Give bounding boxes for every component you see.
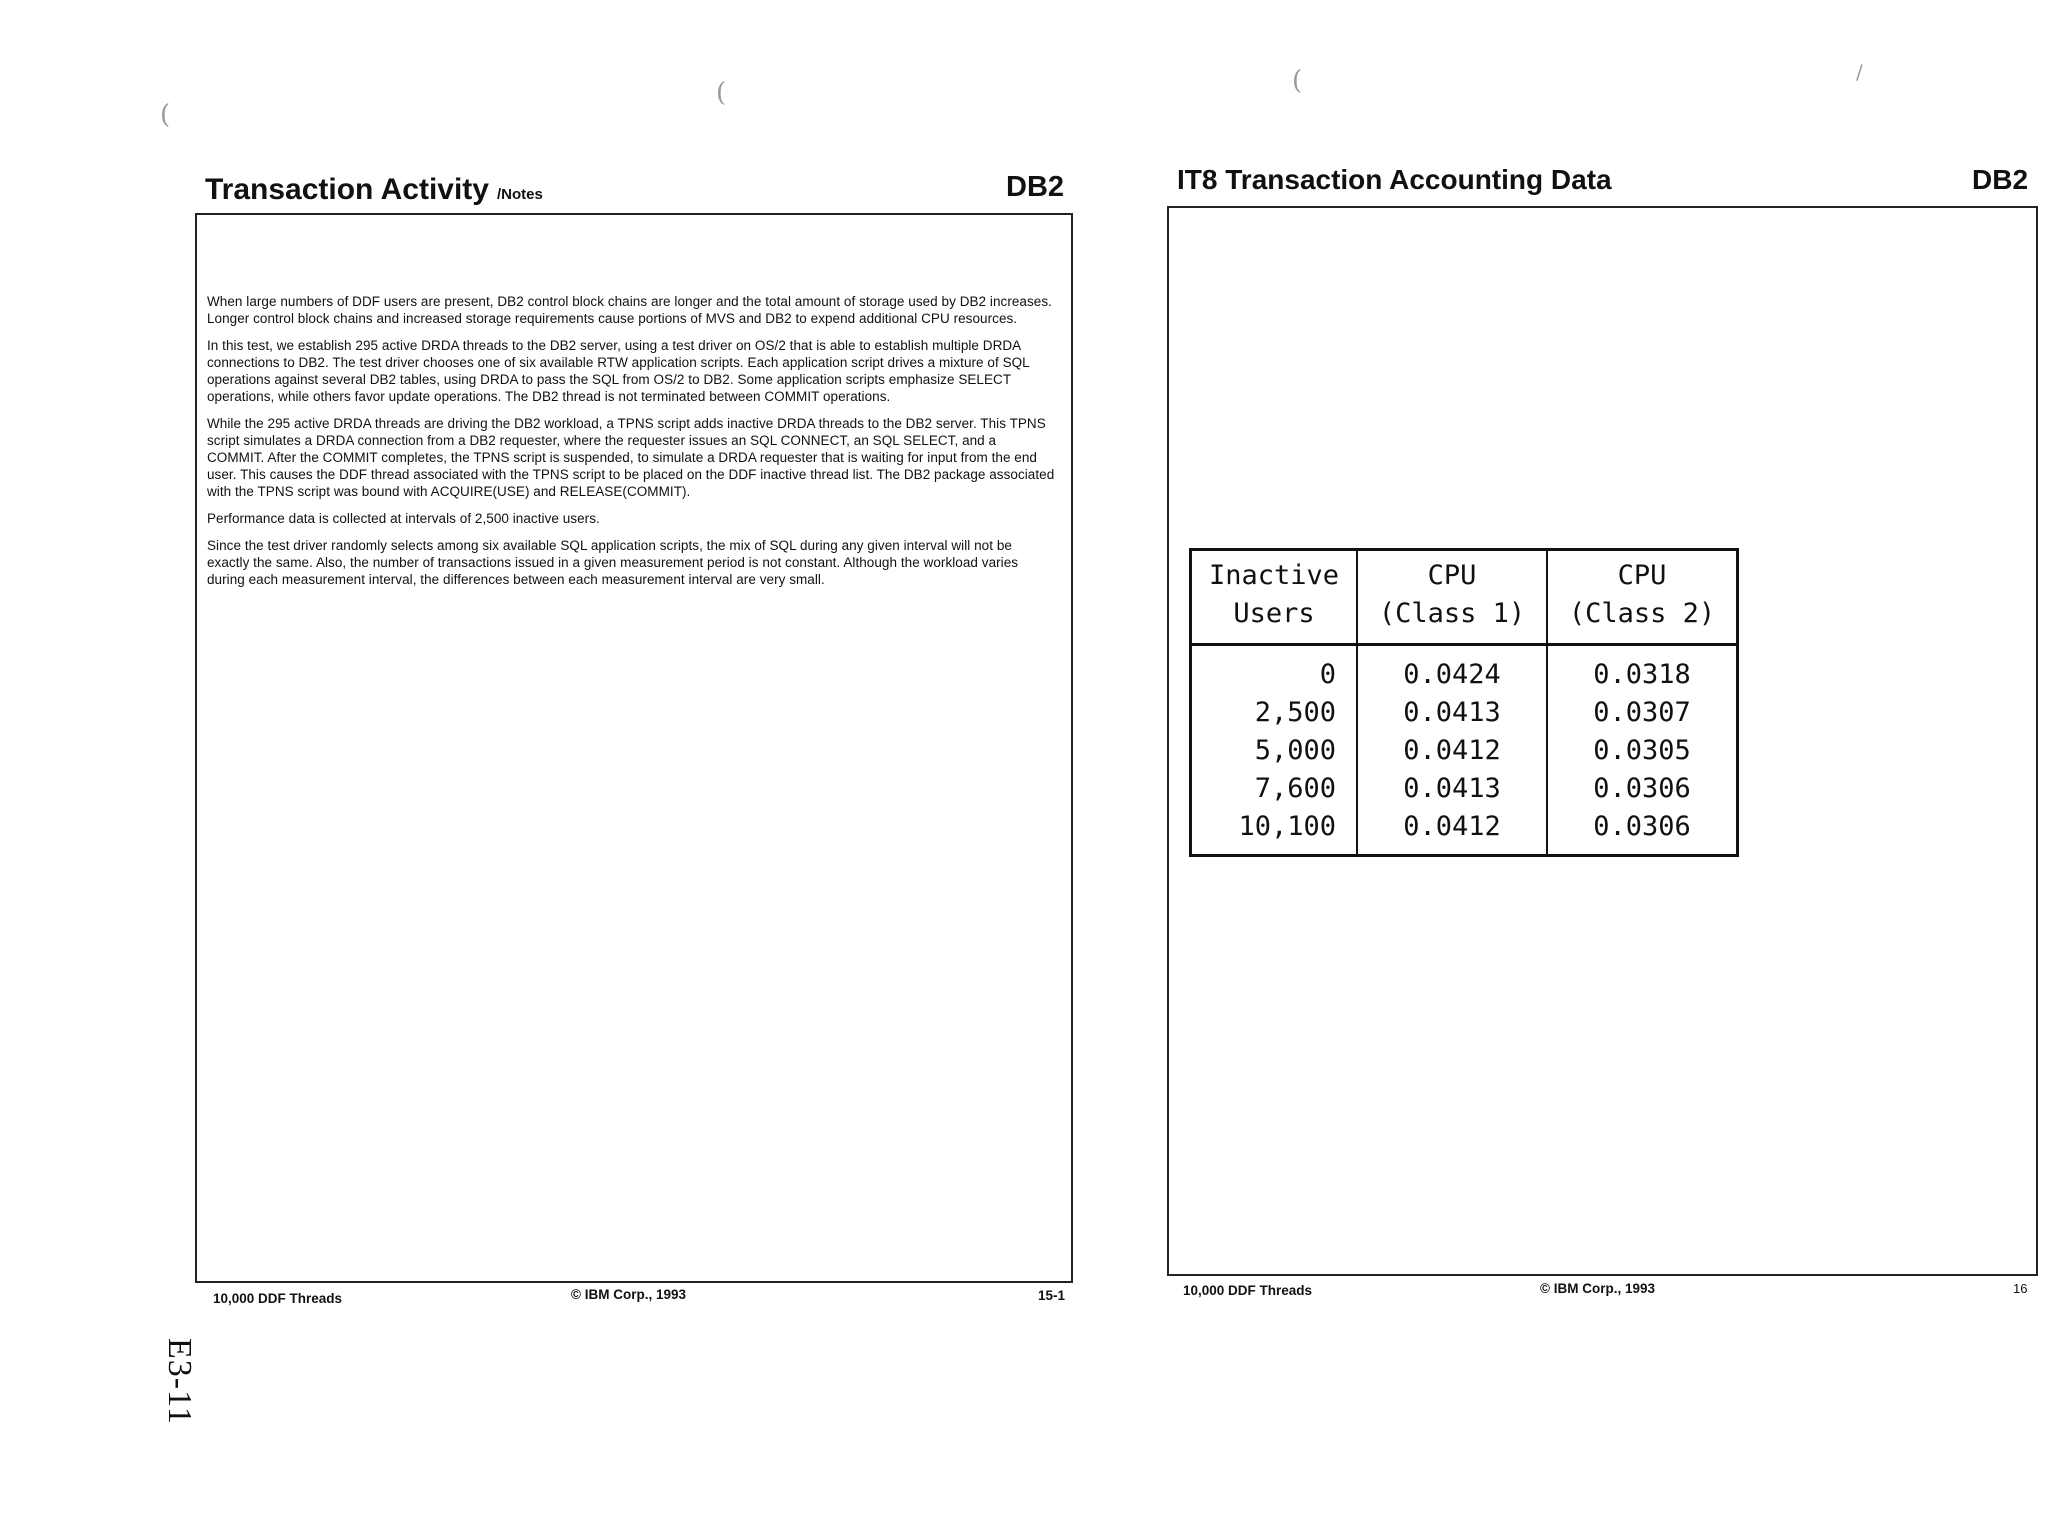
notes-paragraph: Performance data is collected at intervals of 2,500 inactive users.: [207, 511, 600, 526]
scan-mark: /: [1856, 60, 1863, 84]
cell-cpu-class1: 0.0413: [1357, 770, 1547, 808]
right-footer-page-number: 16: [2013, 1281, 2028, 1296]
notes-paragraph: Since the test driver randomly selects among six available SQL application scripts, the mix of SQL during any given interval will not be exactly the same. Also, the number of transactions issued in a given measurement period is not constant. Although the workload varies during each measurement interval, the differences between each measurement interval are very small.: [207, 538, 1019, 587]
left-page-title: [205, 173, 543, 207]
side-page-code: E3-11: [161, 1338, 198, 1425]
header-line: Inactive: [1208, 560, 1340, 591]
table-row: [1191, 732, 1738, 770]
header-line: (Class 1): [1378, 598, 1526, 629]
cell-inactive-users: 10,100: [1191, 808, 1358, 856]
table-row: [1191, 770, 1738, 808]
cell-inactive-users: 0: [1191, 645, 1358, 695]
left-footer-copyright: © IBM Corp., 1993: [571, 1287, 686, 1302]
left-page-tag: DB2: [1006, 171, 1065, 203]
table-header-row: [1191, 550, 1738, 645]
header-inactive-users: [1191, 550, 1358, 645]
cell-inactive-users: 7,600: [1191, 770, 1358, 808]
cell-cpu-class2: 0.0307: [1547, 694, 1738, 732]
cell-cpu-class1: 0.0412: [1357, 732, 1547, 770]
notes-paragraph: While the 295 active DRDA threads are driving the DB2 workload, a TPNS script adds inactive DRDA threads to the DB2 server. This TPNS script simulates a DRDA connection from a DB2 requester, where the requester issues an SQL CONNECT, an SQL SELECT, and a COMMIT. After the COMMIT completes, the TPNS script is suspended, to simulate a DRDA requester that is waiting for input from the end user. This causes the DDF thread associated with the TPNS script to be placed on the DDF inactive thread list. The DB2 package associated with the TPNS script was bound with ACQUIRE(USE) and RELEASE(COMMIT).: [207, 416, 1055, 499]
header-cpu-class2: [1547, 550, 1738, 645]
accounting-data-table: [1189, 548, 1739, 857]
cell-cpu-class1: 0.0412: [1357, 808, 1547, 856]
left-footer-left: 10,000 DDF Threads: [213, 1291, 343, 1306]
table-row: [1191, 694, 1738, 732]
notes-paragraph: When large numbers of DDF users are present, DB2 control block chains are longer and the total amount of storage used by DB2 increases. Longer control block chains and increased storage requirements cause portions of MVS and DB2 to expend additional CPU resources.: [207, 294, 1052, 326]
cell-cpu-class2: 0.0306: [1547, 808, 1738, 856]
right-footer-copyright: © IBM Corp., 1993: [1540, 1281, 1655, 1296]
cell-cpu-class2: 0.0306: [1547, 770, 1738, 808]
left-title-text: Transaction Activity: [205, 173, 489, 206]
cell-cpu-class1: 0.0413: [1357, 694, 1547, 732]
header-line: Users: [1233, 598, 1315, 629]
table-row: [1191, 808, 1738, 856]
notes-text: [207, 293, 1057, 598]
header-line: CPU: [1617, 560, 1667, 591]
header-line: CPU: [1427, 560, 1477, 591]
scan-mark: (: [1292, 66, 1303, 96]
scan-mark: (: [160, 100, 171, 130]
header-line: (Class 2): [1568, 598, 1716, 629]
scan-mark: (: [716, 78, 727, 108]
left-title-subtitle: /Notes: [496, 186, 543, 203]
notes-paragraph: In this test, we establish 295 active DRDA threads to the DB2 server, using a test driver on OS/2 that is able to establish multiple DRDA connections to DB2. The test driver chooses one of six available RTW application scripts. Each application script drives a mixture of SQL operations against several DB2 tables, using DRDA to pass the SQL from OS/2 to DB2. Some application scripts emphasize SELECT operations, while others favor update operations. The DB2 thread is not terminated between COMMIT operations.: [207, 338, 1030, 404]
left-footer-page-number: 15-1: [1038, 1288, 1066, 1303]
right-page-title: IT8 Transaction Accounting Data: [1177, 164, 1612, 195]
cell-cpu-class2: 0.0305: [1547, 732, 1738, 770]
table-row: [1191, 645, 1738, 695]
right-page-tag: DB2: [1972, 164, 2029, 195]
cell-cpu-class1: 0.0424: [1357, 645, 1547, 695]
header-cpu-class1: [1357, 550, 1547, 645]
cell-inactive-users: 5,000: [1191, 732, 1358, 770]
right-footer-left: 10,000 DDF Threads: [1183, 1283, 1313, 1298]
cell-cpu-class2: 0.0318: [1547, 645, 1738, 695]
cell-inactive-users: 2,500: [1191, 694, 1358, 732]
